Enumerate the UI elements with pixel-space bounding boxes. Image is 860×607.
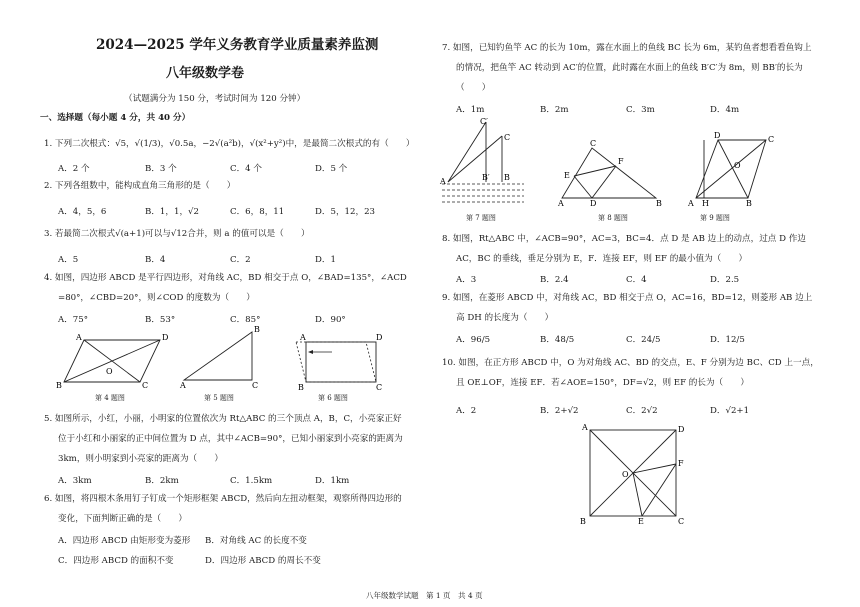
q8-option-a[interactable]: A．3 bbox=[456, 275, 477, 285]
fig9-diagonal-bd bbox=[718, 140, 748, 198]
fig10-of bbox=[633, 464, 676, 473]
q9-option-c[interactable]: C．24/5 bbox=[626, 335, 661, 345]
fig4-caption: 第 4 题图 bbox=[95, 394, 125, 402]
q3-option-b[interactable]: B．4 bbox=[145, 255, 166, 265]
q5-stem-line1: 5. 如图所示，小红，小丽，小明家的位置依次为 Rt△ABC 的三个顶点 A，B，C，小亮家正好 bbox=[44, 414, 402, 424]
fig8-label-c: C bbox=[590, 139, 597, 148]
page-footer: 八年级数学试题 第 1 页 共 4 页 bbox=[366, 591, 483, 600]
fig10-ef bbox=[642, 464, 676, 516]
q1-option-a[interactable]: A．2 个 bbox=[58, 164, 90, 174]
q6-stem-line2: 变化，下面判断正确的是（ ） bbox=[58, 514, 187, 524]
q5-option-c[interactable]: C．1.5km bbox=[230, 476, 273, 486]
figure-4 bbox=[56, 330, 172, 390]
section-heading: 一、选择题（每小题 4 分，共 40 分） bbox=[40, 113, 191, 123]
q4-option-a[interactable]: A．75° bbox=[58, 315, 89, 325]
q7-stem-line1: 7. 如图，已知钓鱼竿 AC 的长为 10m，露在水面上的鱼线 BC 长为 6m，某钓鱼者想看看鱼钩上 bbox=[442, 43, 812, 53]
q3-option-d[interactable]: D．1 bbox=[315, 255, 336, 265]
q9-option-d[interactable]: D．12/5 bbox=[710, 335, 745, 345]
q6-option-c[interactable]: C．四边形 ABCD 的面积不变 bbox=[58, 556, 174, 566]
figure-10 bbox=[580, 423, 692, 526]
figure-6 bbox=[294, 330, 384, 390]
q2-stem: 2. 下列各组数中，能构成直角三角形的是（ ） bbox=[44, 181, 236, 191]
fig6-arrowhead bbox=[308, 350, 313, 354]
q1-option-c[interactable]: C．4 个 bbox=[230, 164, 262, 174]
q5-option-b[interactable]: B．2km bbox=[145, 476, 179, 486]
q7-stem-line3: （ ） bbox=[456, 83, 491, 93]
q7-option-d[interactable]: D．4m bbox=[710, 105, 740, 115]
q6-stem-line1: 6. 如图，将四根木条用钉子钉成一个矩形框架 ABCD，然后向左扭动框架，观察所得四边形的 bbox=[44, 494, 402, 504]
q7-option-c[interactable]: C．3m bbox=[626, 105, 655, 115]
fig6-tilted-frame bbox=[296, 342, 376, 382]
fig7-label-c: C bbox=[504, 133, 511, 142]
fig9-diagonal-ac bbox=[696, 140, 766, 198]
fig10-label-d: D bbox=[678, 425, 685, 434]
q5-option-d[interactable]: D．1km bbox=[315, 476, 350, 486]
q3-stem: 3. 若最简二次根式√(a+1)可以与√12合并，则 a 的值可以是（ ） bbox=[44, 229, 310, 239]
exam-note: （试题满分为 150 分，考试时间为 120 分钟） bbox=[124, 94, 306, 104]
fig8-caption: 第 8 题图 bbox=[598, 214, 628, 222]
fig4-label-b: B bbox=[56, 381, 62, 390]
q8-option-d[interactable]: D．2.5 bbox=[710, 275, 740, 285]
q8-stem-line1: 8. 如图，Rt△ABC 中，∠ACB=90°，AC=3，BC=4．点 D 是 AB 边上的动点，过点 D 作边 bbox=[442, 234, 806, 244]
fig4-label-c: C bbox=[142, 381, 149, 390]
fig8-label-b: B bbox=[656, 199, 662, 208]
fig5-label-b: B bbox=[254, 325, 260, 334]
fig6-label-b: B bbox=[298, 383, 304, 392]
fig9-label-b: B bbox=[746, 199, 752, 208]
fig7-label-b: B bbox=[504, 173, 510, 182]
q4-option-b[interactable]: B．53° bbox=[145, 315, 176, 325]
q2-option-a[interactable]: A．4，5，6 bbox=[58, 207, 107, 217]
q4-stem-line1: 4. 如图，四边形 ABCD 是平行四边形，对角线 AC，BD 相交于点 O，∠BAD=135°，∠ACD bbox=[44, 273, 407, 283]
fig5-label-a: A bbox=[180, 381, 186, 390]
fig9-label-o: O bbox=[734, 161, 741, 170]
fig8-triangle bbox=[562, 148, 656, 198]
fig10-oe bbox=[633, 473, 642, 516]
figure-8 bbox=[560, 140, 670, 210]
fig8-label-f: F bbox=[618, 157, 624, 166]
q1-option-b[interactable]: B．3 个 bbox=[145, 164, 177, 174]
fig10-label-o: O bbox=[622, 470, 629, 479]
figure-5 bbox=[180, 325, 262, 390]
q9-stem-line1: 9. 如图，在菱形 ABCD 中，对角线 AC，BD 相交于点 O，AC=16，BD=12，则菱形 AB 边上 bbox=[442, 293, 813, 303]
fig10-label-f: F bbox=[678, 459, 684, 468]
q4-option-c[interactable]: C．85° bbox=[230, 315, 261, 325]
q9-option-b[interactable]: B．48/5 bbox=[540, 335, 575, 345]
fig10-label-c: C bbox=[678, 517, 685, 526]
q7-option-a[interactable]: A．1m bbox=[456, 105, 485, 115]
fig4-label-a: A bbox=[76, 333, 82, 342]
q10-stem-line1: 10. 如图，在正方形 ABCD 中，O 为对角线 AC、BD 的交点，E、F 分别为边 BC、CD 上一点， bbox=[442, 358, 819, 368]
q4-stem-line2: =80°，∠CBD=20°，则∠COD 的度数为（ ） bbox=[58, 293, 255, 303]
q5-stem-line2: 位于小红和小丽家的正中间位置为 D 点，其中∠ACB=90°，已知小丽家到小亮家的距离为 bbox=[58, 434, 403, 444]
fig8-de bbox=[574, 176, 592, 198]
fig6-label-d: D bbox=[376, 333, 383, 342]
fig10-label-e: E bbox=[638, 517, 644, 526]
fig5-triangle bbox=[184, 332, 252, 380]
figure-9 bbox=[688, 131, 780, 208]
fig8-label-a: A bbox=[558, 199, 564, 208]
fig5-caption: 第 5 题图 bbox=[204, 394, 234, 402]
fig4-label-d: D bbox=[162, 333, 169, 342]
fig9-label-a: A bbox=[688, 199, 694, 208]
exam-title: 2024—2025 学年义务教育学业质量素养监测 bbox=[96, 37, 379, 53]
q8-option-c[interactable]: C．4 bbox=[626, 275, 647, 285]
q2-option-b[interactable]: B．1，1，√2 bbox=[145, 207, 199, 217]
fig9-label-h: H bbox=[702, 199, 709, 208]
q4-option-d[interactable]: D．90° bbox=[315, 315, 346, 325]
fig7-label-b-prime: B′ bbox=[482, 173, 490, 182]
fig5-label-c: C bbox=[252, 381, 259, 390]
q2-option-c[interactable]: C．6，8，11 bbox=[230, 207, 285, 217]
fig10-label-a: A bbox=[582, 423, 588, 432]
q9-stem-line2: 高 DH 的长度为（ ） bbox=[456, 313, 554, 323]
fig7-rod-ac bbox=[448, 136, 502, 182]
exam-subtitle: 八年级数学卷 bbox=[166, 66, 245, 81]
fig6-rectangle bbox=[306, 342, 376, 382]
q9-option-a[interactable]: A．96/5 bbox=[456, 335, 491, 345]
q3-option-c[interactable]: C．2 bbox=[230, 255, 251, 265]
fig7-label-a: A bbox=[440, 177, 446, 186]
q10-option-b[interactable]: B．2+√2 bbox=[540, 406, 579, 416]
q5-option-a[interactable]: A．3km bbox=[58, 476, 92, 486]
fig6-label-a: A bbox=[300, 333, 306, 342]
q1-option-d[interactable]: D．5 个 bbox=[315, 164, 348, 174]
q5-stem-line3: 3km，则小明家到小亮家的距离为（ ） bbox=[58, 454, 223, 464]
fig10-label-b: B bbox=[580, 517, 586, 526]
q8-stem-line2: AC，BC 的垂线，垂足分别为 E，F．连接 EF，则 EF 的最小值为（ ） bbox=[456, 254, 748, 264]
q10-option-d[interactable]: D．√2+1 bbox=[710, 406, 750, 416]
fig8-label-e: E bbox=[564, 171, 570, 180]
q7-option-b[interactable]: B．2m bbox=[540, 105, 569, 115]
fig9-caption: 第 9 题图 bbox=[700, 214, 730, 222]
q10-option-c[interactable]: C．2√2 bbox=[626, 406, 658, 416]
fig7-caption: 第 7 题图 bbox=[466, 214, 496, 222]
fig7-label-c-prime: C′ bbox=[480, 117, 488, 126]
q6-option-b[interactable]: B．对角线 AC 的长度不变 bbox=[205, 536, 307, 546]
fig9-label-d: D bbox=[714, 131, 721, 140]
q7-stem-line2: 的情况，把鱼竿 AC 转动到 AC′的位置，此时露在水面上的鱼线 B′C′为 8m，则 BB′的长为 bbox=[456, 63, 803, 73]
figure-7 bbox=[442, 118, 532, 213]
q1-stem: 1. 下列二次根式：√5，√(1/3)，√0.5a，−2√(a²b)，√(x²+y²)中，是最简二次根式的有（ ） bbox=[44, 139, 415, 149]
q3-option-a[interactable]: A．5 bbox=[58, 255, 79, 265]
q6-option-a[interactable]: A．四边形 ABCD 由矩形变为菱形 bbox=[58, 536, 191, 546]
fig9-label-c: C bbox=[768, 135, 775, 144]
fig7-rod-ac-prime bbox=[448, 122, 486, 182]
fig6-label-c: C bbox=[376, 383, 383, 392]
q6-option-d[interactable]: D．四边形 ABCD 的周长不变 bbox=[205, 556, 321, 566]
fig8-label-d: D bbox=[590, 199, 597, 208]
q2-option-d[interactable]: D．5，12，23 bbox=[315, 207, 376, 217]
q10-option-a[interactable]: A．2 bbox=[456, 406, 477, 416]
fig6-caption: 第 6 题图 bbox=[318, 394, 348, 402]
q10-stem-line2: 且 OE⊥OF，连接 EF．若∠AOE=150°，DF=√2，则 EF 的长为（ ） bbox=[456, 378, 749, 388]
q8-option-b[interactable]: B．2.4 bbox=[540, 275, 569, 285]
fig4-label-o: O bbox=[106, 367, 113, 376]
